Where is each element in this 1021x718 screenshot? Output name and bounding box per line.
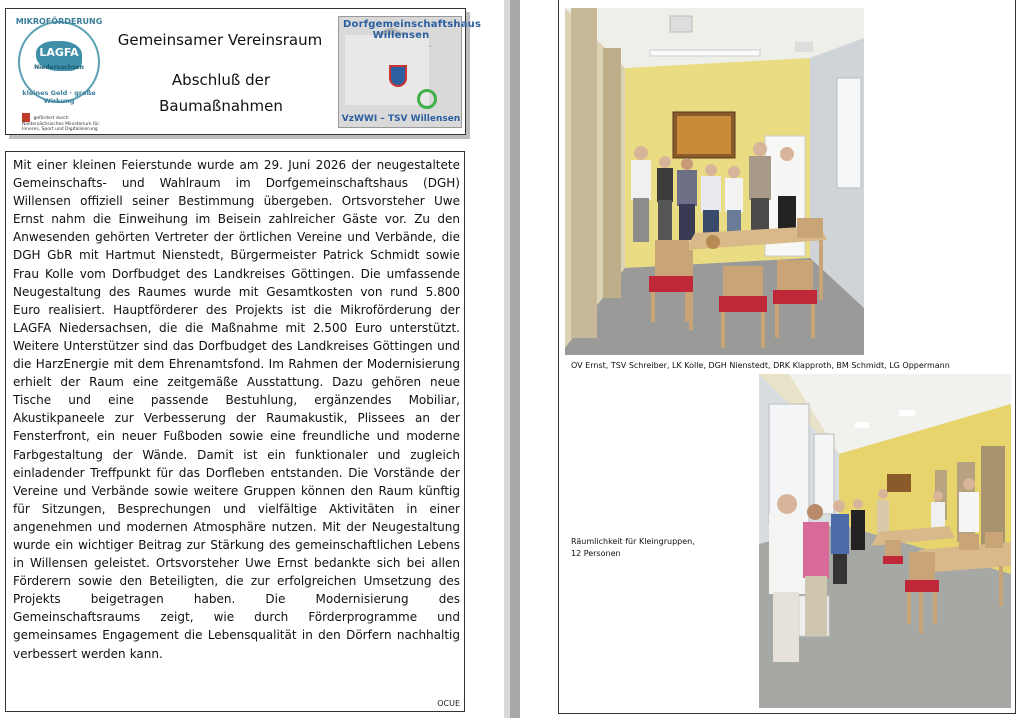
article-box: [5, 151, 465, 712]
house-shape: [345, 35, 429, 105]
photo-caption-2: [571, 536, 751, 560]
subtitle-line2: Baumaßnahmen: [159, 97, 283, 115]
lower-saxony-flag-icon: [22, 113, 30, 122]
group-photo-illustration: [565, 8, 864, 355]
lagfa-ring-top: MIKROFÖRDERUNG: [15, 17, 103, 26]
lagfa-sub: Niedersachsen: [34, 64, 84, 71]
green-badge-icon: [417, 89, 437, 109]
caption2-line2: 12 Personen: [571, 549, 621, 558]
header-box: [5, 8, 482, 135]
article-signature: OCUE: [437, 699, 460, 708]
photo-caption-1: OV Ernst, TSV Schreiber, LK Kolle, DGH Nienstedt, DRK Klapproth, BM Schmidt, LG Oppermann: [571, 361, 950, 370]
lagfa-name: LAGFA: [39, 46, 79, 59]
page-subtitle: [116, 67, 326, 119]
funder-line2: Niedersächsisches Ministerium für Inneres, Sport und Digitalisierung: [22, 122, 100, 132]
lagfa-funder-note: [22, 113, 112, 132]
dgh-logo-text: Dorfgemeinschaftshaus Willensen: [343, 19, 482, 41]
page-title: Gemeinsamer Vereinsraum: [117, 31, 323, 49]
lagfa-ring-bottom: kleines Geld · große Wirkung: [22, 89, 96, 105]
dgh-logo: [338, 16, 482, 128]
subtitle-line1: Abschluß der: [171, 71, 271, 89]
group-photo: [565, 8, 864, 355]
coat-of-arms-icon: [389, 65, 407, 87]
room-photo: [759, 374, 1011, 708]
article-text: Mit einer kleinen Feierstunde wurde am 29. Juni 2026 der neugestaltete Gemeinschafts- und Wahlraum im Dorfgemeinschaftshaus (DGH) Willensen offiziell seiner Bestimmung übergeben. Ortsvorsteher Uwe Ernst nahm die Einweihung im Beisein zahlreicher Gäste vor. Zu den Anwesenden gehörten Vertreter der örtlichen Vereine und Verbände, die DGH GbR mit Hartmut Nienstedt, Bürgermeister Patrick Schmidt sowie Frau Kolle vom Dorfbudget des Landkreises Göttingen. Die umfassende Neugestaltung des Raumes wurde mit Gesamtkosten von rund 5.800 Euro realisiert. Hauptförderer des Projekts ist die Mikroförderung der LAGFA Niedersachsen, die die Maßnahme mit 2.500 Euro unterstützt. Weitere Unterstützer sind das Dorfbudget des Landkreises Göttingen und die HarzEnergie mit dem Ehrenamtsfond. Im Rahmen der Modernisierung erhielt der Raum eine zeitgemäße Ausstattung. Dazu gehören neue Tische und eine passende Bestuhlung, ergänzendes Mobiliar, Akustikpaneele zur Verbesserung der Raumakustik, Plissees an der Fensterfront, ein neuer Fußboden sowie eine freundliche und moderne Farbgestaltung der Wände. Damit ist ein funktionaler und zugleich einladender Treffpunkt für das Dorfleben entstanden. Die Vorstände der Vereine und Verbände sowie weitere Gruppen können den Raum künftig für Sitzungen, Besprechungen und vielfältige Aktivitäten in einer angenehmen und modernen Atmosphäre nutzen. Mit der Neugestaltung wurde ein wichtiger Beitrag zur Stärkung des gemeinschaftlichen Lebens in Willensen geleistet. Ortsvorsteher Uwe Ernst bedankte sich bei allen Förderern sowie den Beteiligten, die zur erfolgreichen Umsetzung des Projekts beigetragen haben. Die Modernisierung des Gemeinschaftsraums zeigt, wie durch Förderprogramme und gemeinsames Engagement die Lebensqualität in den Dörfern nachhaltig verbessert werden kann.: [13, 158, 460, 661]
right-page: [558, 0, 1016, 714]
funder-line1: gefördert durch: [33, 116, 69, 121]
room-photo-illustration: [759, 374, 1011, 708]
page-gutter: [510, 0, 520, 718]
dgh-logo-bottom: VzWWI – TSV Willensen: [341, 114, 461, 124]
caption2-line1: Räumlichkeit für Kleingruppen,: [571, 537, 695, 546]
lagfa-logo: [14, 17, 104, 132]
